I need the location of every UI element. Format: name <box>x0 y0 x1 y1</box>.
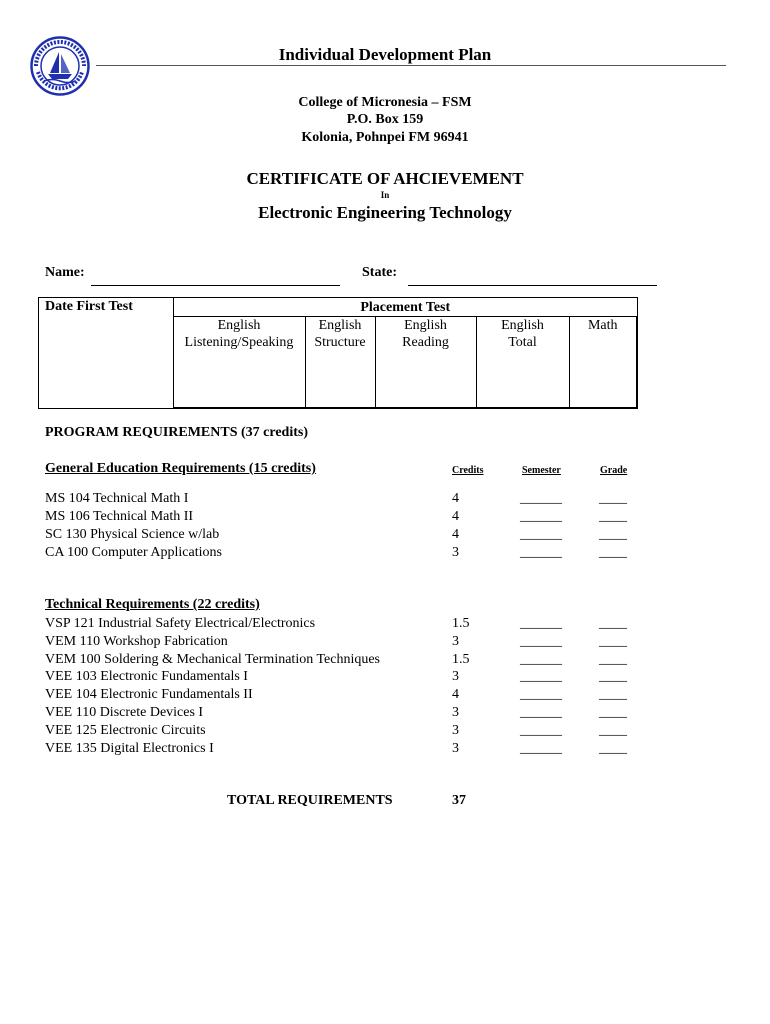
document-title: Individual Development Plan <box>278 45 492 64</box>
address-line-2: P.O. Box 159 <box>346 112 424 127</box>
address-line-1: College of Micronesia – FSM <box>298 95 472 110</box>
course-credits: 4 <box>452 687 459 702</box>
course-credits: 3 <box>452 705 459 720</box>
course-credits: 4 <box>452 527 459 542</box>
state-field[interactable] <box>408 285 657 286</box>
address-line-3: Kolonia, Pohnpei FM 96941 <box>301 130 469 145</box>
course-name: VEE 135 Digital Electronics I <box>45 741 214 756</box>
placement-subtable <box>174 316 638 408</box>
course-name: VEE 125 Electronic Circuits <box>45 723 206 738</box>
course-credits: 1.5 <box>452 652 470 667</box>
course-name: VEM 110 Workshop Fabrication <box>45 634 228 649</box>
course-name: CA 100 Computer Applications <box>45 545 222 560</box>
program-requirements-heading: PROGRAM REQUIREMENTS (37 credits) <box>45 425 309 440</box>
program-name: Electronic Engineering Technology <box>258 203 512 222</box>
english-total-cell[interactable] <box>476 317 569 408</box>
english-listening-speaking-cell[interactable] <box>174 317 306 408</box>
semester-blank[interactable]: ______ <box>520 509 562 524</box>
grade-blank[interactable]: ____ <box>599 741 627 756</box>
english-reading-cell[interactable] <box>375 317 476 408</box>
name-field[interactable] <box>91 285 340 286</box>
grade-blank[interactable]: ____ <box>599 527 627 542</box>
grade-column-header: Grade <box>600 465 628 476</box>
column-label: English <box>217 318 261 333</box>
course-credits: 3 <box>452 634 459 649</box>
semester-blank[interactable]: ______ <box>520 705 562 720</box>
semester-blank[interactable]: ______ <box>520 527 562 542</box>
total-requirements-label: TOTAL REQUIREMENTS <box>227 793 393 808</box>
column-label: English <box>318 318 362 333</box>
header-rule <box>96 65 726 66</box>
semester-blank[interactable]: ______ <box>520 491 562 506</box>
total-requirements-value: 37 <box>452 793 466 808</box>
english-structure-cell[interactable] <box>305 317 375 408</box>
credits-column-header: Credits <box>452 465 484 476</box>
course-credits: 3 <box>452 545 459 560</box>
course-credits: 3 <box>452 741 459 756</box>
date-first-test-label: Date First Test <box>45 299 133 314</box>
grade-blank[interactable]: ____ <box>599 634 627 649</box>
semester-blank[interactable]: ______ <box>520 669 562 684</box>
grade-blank[interactable]: ____ <box>599 491 627 506</box>
grade-blank[interactable]: ____ <box>599 705 627 720</box>
semester-blank[interactable]: ______ <box>520 723 562 738</box>
certificate-in: In <box>380 190 390 200</box>
column-label: Math <box>587 318 618 333</box>
certificate-title: CERTIFICATE OF AHCIEVEMENT <box>246 169 524 188</box>
course-credits: 3 <box>452 669 459 684</box>
grade-blank[interactable]: ____ <box>599 545 627 560</box>
grade-blank[interactable]: ____ <box>599 652 627 667</box>
course-name: MS 106 Technical Math II <box>45 509 194 524</box>
course-credits: 4 <box>452 491 459 506</box>
grade-blank[interactable]: ____ <box>599 669 627 684</box>
technical-heading: Technical Requirements (22 credits) <box>45 597 260 612</box>
course-credits: 4 <box>452 509 459 524</box>
date-first-test-cell[interactable] <box>39 298 174 409</box>
name-label: Name: <box>45 265 85 280</box>
grade-blank[interactable]: ____ <box>599 723 627 738</box>
course-name: VEM 100 Soldering & Mechanical Termination Techniques <box>45 652 381 667</box>
column-label: Structure <box>314 335 366 350</box>
course-credits: 3 <box>452 723 459 738</box>
placement-test-table <box>38 297 638 409</box>
semester-blank[interactable]: ______ <box>520 741 562 756</box>
course-name: SC 130 Physical Science w/lab <box>45 527 220 542</box>
column-label: Reading <box>402 335 449 350</box>
grade-blank[interactable]: ____ <box>599 509 627 524</box>
course-credits: 1.5 <box>452 616 470 631</box>
math-cell[interactable] <box>569 317 637 408</box>
state-label: State: <box>362 265 397 280</box>
column-label: Total <box>508 335 537 350</box>
course-name: MS 104 Technical Math I <box>45 491 189 506</box>
placement-test-label: Placement Test <box>360 300 451 315</box>
course-name: VSP 121 Industrial Safety Electrical/Electronics <box>45 616 316 631</box>
semester-blank[interactable]: ______ <box>520 545 562 560</box>
semester-blank[interactable]: ______ <box>520 652 562 667</box>
semester-blank[interactable]: ______ <box>520 616 562 631</box>
course-name: VEE 104 Electronic Fundamentals II <box>45 687 253 702</box>
column-label: Listening/Speaking <box>184 335 294 350</box>
grade-blank[interactable]: ____ <box>599 616 627 631</box>
course-name: VEE 110 Discrete Devices I <box>45 705 204 720</box>
grade-blank[interactable]: ____ <box>599 687 627 702</box>
column-label: English <box>501 318 544 333</box>
semester-column-header: Semester <box>522 465 561 476</box>
semester-blank[interactable]: ______ <box>520 687 562 702</box>
semester-blank[interactable]: ______ <box>520 634 562 649</box>
placement-test-cell <box>173 298 638 409</box>
gen-ed-heading: General Education Requirements (15 credits) <box>45 461 316 476</box>
column-label: English <box>404 318 447 333</box>
course-name: VEE 103 Electronic Fundamentals I <box>45 669 248 684</box>
